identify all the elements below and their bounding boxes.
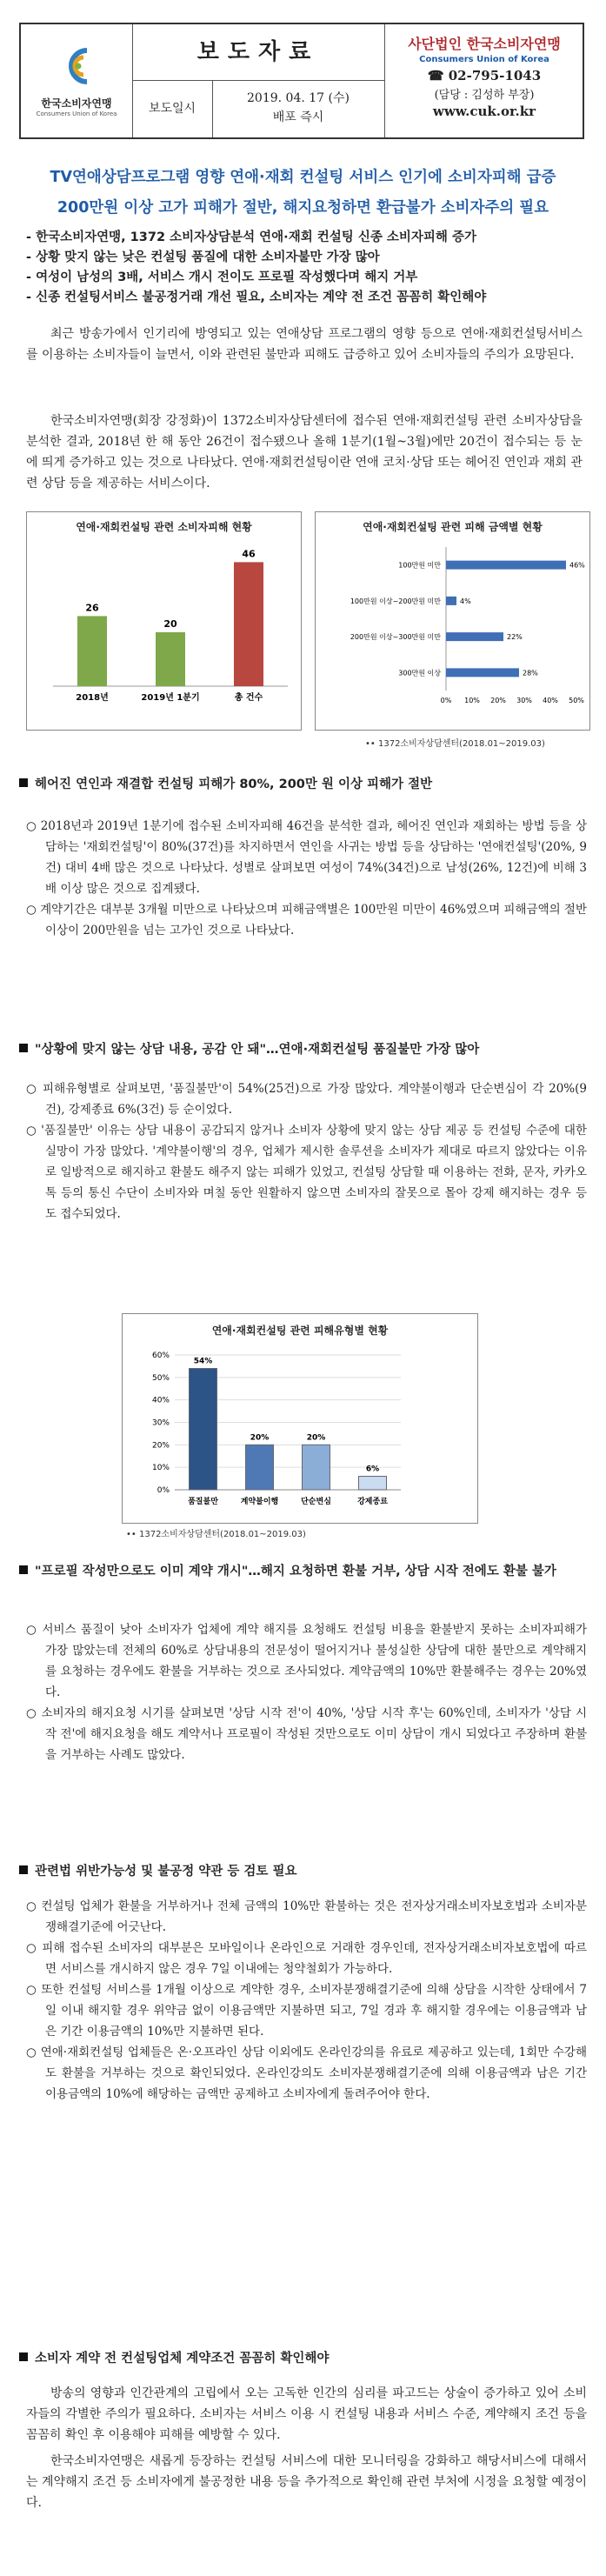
section-item: ○ 피해유형별로 살펴보면, '품질불만'이 54%(25건)으로 가장 많았다. 계약불이행과 단순변심이 각 20%(9건), 강제종료 6%(3건) 등 순이었다. [26,1082,587,1117]
chart-type-plot [123,1338,477,1520]
section-item: ○ 계약기간은 대부분 3개월 미만으로 나타났으며 피해금액별은 100만원 미만이 46%였으며 피해금액의 절반이상이 200만원을 넘는 고가인 것으로 나타났다. [26,903,587,938]
bar [77,616,107,686]
section-item: ○ 연애·재회컨설팅 업체들은 온·오프라인 상담 이외에도 온라인강의를 유료로 제공하고 있는데, 1회만 수강해도 환불을 거부하는 것으로 확인되었다. 온라인강의도 소비자분쟁해결기준에 의해 이용금액과 남은 기간 이용금액의 10%에 해당하는 금액만 공제하고 소비자에게 돌려주어야 한다. [26,2045,587,2101]
section-item: ○ 소비자의 해지요청 시기를 살펴보면 '상담 시작 전'이 40%, '상담 시작 후'는 60%인데, 소비자가 '상담 시작 전'에 해지요청을 해도 계약서나 프로필이 작성된 것만으로도 이미 상담이 개시 되었다고 주장하며 환불을 거부하는 사례도 많았다. [26,1706,587,1762]
section-paragraph: 방송의 영향과 인간관계의 고립에서 오는 고독한 인간의 심리를 파고드는 상술이 증가하고 있어 소비자들의 각별한 주의가 필요하다. 소비자는 서비스 이용 시 컨설팅 내용과 서비스 수준, 계약해지 조건 등을 꼼꼼히 확인 후 이용해야 피해를 예방할 수 있다. [26,2386,587,2442]
chart-title: 연애·재회컨설팅 관련 피해 금액별 현황 [363,521,543,533]
tick-label: 20% [151,1441,170,1451]
org-phone: ☎ 02-795-1043 [427,68,542,83]
tick-label: 강제종료 [357,1498,388,1506]
date-value: 2019. 04. 17 (수) [247,91,350,105]
logo-icon [61,45,94,87]
summary-item: - 여성이 남성의 3배, 서비스 개시 전이도 프로필 작성했다며 해지 거부 [26,270,418,284]
tick-label: 50% [569,697,584,704]
bar [446,632,503,641]
section-body-2 [26,1078,587,1225]
tick-label: 30% [516,697,532,704]
section-title-2: "상황에 맞지 않는 상담 내용, 공감 안 돼"…연애·재회컨설팅 품질불만 가장 많아 [19,1039,593,1058]
tick-label: 10% [464,697,480,704]
section-item: ○ 또한 컨설팅 서비스를 1개월 이상으로 계약한 경우, 소비자분쟁해결기준에 의해 상담을 시작한 상태에서 7일 이내 해지할 경우 위약금 없이 이용금액만 지불하면 되고, 7일 경과 후 해지할 경우에는 이용금액과 남은 기간 이용금액의 10%만 지불하면 된다. [26,1983,587,2039]
org-contact: (담당 : 김성하 부장) [434,89,535,102]
tick-label: 0% [156,1486,170,1495]
data-label: 4% [460,597,471,605]
section-body-5 [26,2383,587,2513]
section-title-1: 헤어진 연인과 재결합 컨설팅 피해가 80%, 200만 원 이상 피해가 절반 [19,774,593,792]
section-item: ○ 2018년과 2019년 1분기에 접수된 소비자피해 46건을 분석한 결과, 헤어진 연인과 재회하는 방법 등을 상담하는 '재회컨설팅'이 80%(37건)를 차지하면서 연인을 사귀는 방법 등을 상담하는 '연애컨설팅'(20%, 9건) 대비 4배 많은 것으로 나타났다. 성별로 살펴보면 여성이 74%(34건)으로 남성(26%, 12건)에 비해 3배 이상 많은 것으로 집계됐다. [26,819,587,896]
release-note: 배포 즉시 [272,110,324,124]
page-title: 보도자료 [132,24,384,81]
chart-source: •• 1372소비자상담센터(2018.01~2019.03) [365,739,545,749]
release-date [212,89,384,127]
data-label: 46% [569,561,585,570]
tick-label: 300만원 이상 [398,669,441,677]
summary-item: - 한국소비자연맹, 1372 소비자상담분석 연애·재회 컨설팅 신종 소비자피해 증가 [26,230,476,244]
tick-label: 품질불만 [188,1498,218,1506]
section-body-4 [26,1896,587,2105]
headline-line2: 200만원 이상 고가 피해가 절반, 해지요청하면 환급불가 소비자주의 필요 [57,199,549,217]
logo-name: 한국소비자연맹 [41,97,112,110]
tick-label: 40% [151,1396,170,1405]
tick-label: 2019년 1분기 [141,693,200,703]
section-item: ○ '품질불만' 이유는 상담 내용이 공감되지 않거나 소비자 상황에 맞지 않는 상담 제공 등 컨설팅 수준에 대한 실망이 가장 많았다. '계약불이행'의 경우, 업체가 제시한 솔루션을 소비자가 제대로 따르지 않았다는 이유로 일방적으로 해지하고 환불도 해주지 않는 피해가 있었고, 컨설팅 상담할 때 이용하는 전화, 문자, 카카오톡 등의 통신 수단이 소비자와 며칠 동안 원활하지 않으면 소비자의 잘못으로 몰아 강제 해지하는 경우 등도 접수되었다. [26,1124,587,1221]
bar [303,1445,330,1490]
bar [234,562,263,686]
org-name: 사단법인 한국소비자연맹 [408,36,561,52]
tick-label: 단순변심 [301,1498,331,1506]
data-label: 6% [365,1465,380,1474]
bar [246,1445,274,1490]
chart-damage-type [122,1313,478,1524]
tick-label: 총 건수 [234,693,263,703]
bar [156,632,185,686]
tick-label: 100만원 미만 [398,561,441,570]
logo-subtitle: Consumers Union of Korea [36,110,117,117]
tick-label: 50% [151,1373,170,1383]
data-label: 26 [85,602,99,614]
section-title-5: 소비자 계약 전 컨설팅업체 계약조건 꼼꼼히 확인해야 [19,2348,593,2366]
bar [446,597,456,605]
bar [446,561,566,570]
org-info [384,24,583,137]
chart-amount-plot [316,534,589,725]
section-body-1 [26,816,587,941]
tick-label: 30% [151,1418,170,1428]
bar [359,1477,387,1491]
chart-title: 연애·재회컨설팅 관련 소비자피해 현황 [76,521,252,533]
section-title-3: "프로필 작성만으로도 이미 계약 개시"…해지 요청하면 환불 거부, 상담 시작 전에도 환불 불가 [19,1561,584,1582]
org-website[interactable]: www.cuk.or.kr [432,103,536,119]
summary-item: - 신종 컨설팅서비스 불공정거래 개선 필요, 소비자는 계약 전 조건 꼼꼼히 확인해야 [26,290,487,304]
data-label: 46 [242,548,256,560]
press-header [19,23,584,139]
date-label: 보도일시 [132,80,213,137]
section-item: ○ 피해 접수된 소비자의 대부분은 모바일이나 온라인으로 거래한 경우인데, 전자상거래소비자보호법에 따르면 서비스를 개시하지 않은 경우 7일 이내에는 청약철회가 가능하다. [26,1941,587,1976]
tick-label: 20% [490,697,506,704]
intro-paragraph-2: 한국소비자연맹(회장 강정화)이 1372소비자상담센터에 접수된 연애·재회컨설팅 관련 소비자상담을 분석한 결과, 2018년 한 해 동안 26건이 접수됐으나 올해 1분기(1월~3월)에만 20건이 접수되는 등 눈에 띄게 증가하고 있는 것으로 나타났다. 연애·재회컨설팅이란 연애 코치·상담 또는 헤어진 연인과 재회 관련 상담 등을 제공하는 서비스이다. [26,414,583,491]
section-item: ○ 서비스 품질이 낮아 소비자가 업체에 계약 해지를 요청해도 컨설팅 비용을 환불받지 못하는 소비자피해가 가장 많았는데 전체의 60%로 상담내용의 전문성이 떨어지거나 불성실한 상담에 대한 불만으로 계약해지를 요청하는 경우에도 환불을 거부하는 것으로 조사되었다. 계약금액의 10%만 환불해주는 경우는 20%였다. [26,1623,587,1699]
chart-complaint-count [26,511,302,731]
data-label: 22% [507,633,523,642]
chart-title: 연애·재회컨설팅 관련 피해유형별 현황 [211,1325,389,1337]
data-label: 20% [250,1433,270,1443]
section-title-4: 관련법 위반가능성 및 불공정 약관 등 검토 필요 [19,1861,593,1879]
tick-label: 60% [151,1351,170,1360]
chart-source: •• 1372소비자상담센터(2018.01~2019.03) [126,1530,306,1539]
data-label: 20% [306,1433,326,1443]
tick-label: 100만원 이상~200만원 미만 [350,597,441,605]
summary-item: - 상황 맞지 않는 낮은 컨설팅 품질에 대한 소비자불만 가장 많아 [26,250,380,264]
intro-paragraph-1: 최근 방송가에서 인기리에 방영되고 있는 연애상담 프로그램의 영향 등으로 연애·재회컨설팅서비스를 이용하는 소비자들이 늘면서, 이와 관련된 불만과 피해도 급증하고 있어 소비자들의 주의가 요망된다. [26,327,583,362]
data-label: 54% [193,1357,213,1366]
chart-count-plot [27,534,301,725]
tick-label: 40% [543,697,558,704]
org-english: Consumers Union of Korea [419,55,549,64]
tick-label: 10% [151,1464,170,1473]
section-body-3 [26,1619,587,1765]
section-paragraph: 한국소비자연맹은 새롭게 등장하는 컨설팅 서비스에 대한 모니터링을 강화하고 해당서비스에 대해서는 계약해지 조건 등 소비자에게 불공정한 내용 등을 추가적으로 확인해 관련 부처에 시정을 요청할 예정이다. [26,2454,587,2510]
bar [446,668,519,677]
chart-damage-amount [315,511,590,731]
section-item: ○ 컨설팅 업체가 환불을 거부하거나 전체 금액의 10%만 환불하는 것은 전자상거래소비자보호법과 소비자분쟁해결기준에 어긋난다. [26,1899,587,1934]
bar [190,1369,217,1491]
tick-label: 0% [440,697,452,704]
logo-cell [21,24,133,137]
tick-label: 계약불이행 [240,1498,279,1506]
tick-label: 2018년 [76,693,109,703]
data-label: 20 [163,618,177,630]
data-label: 28% [523,669,538,677]
tick-label: 200만원 이상~300만원 미만 [350,633,441,642]
summary-list [26,228,591,308]
headline-line1: TV연애상담프로그램 영향 연애·재회 컨설팅 서비스 인기에 소비자피해 급증 [50,169,556,186]
